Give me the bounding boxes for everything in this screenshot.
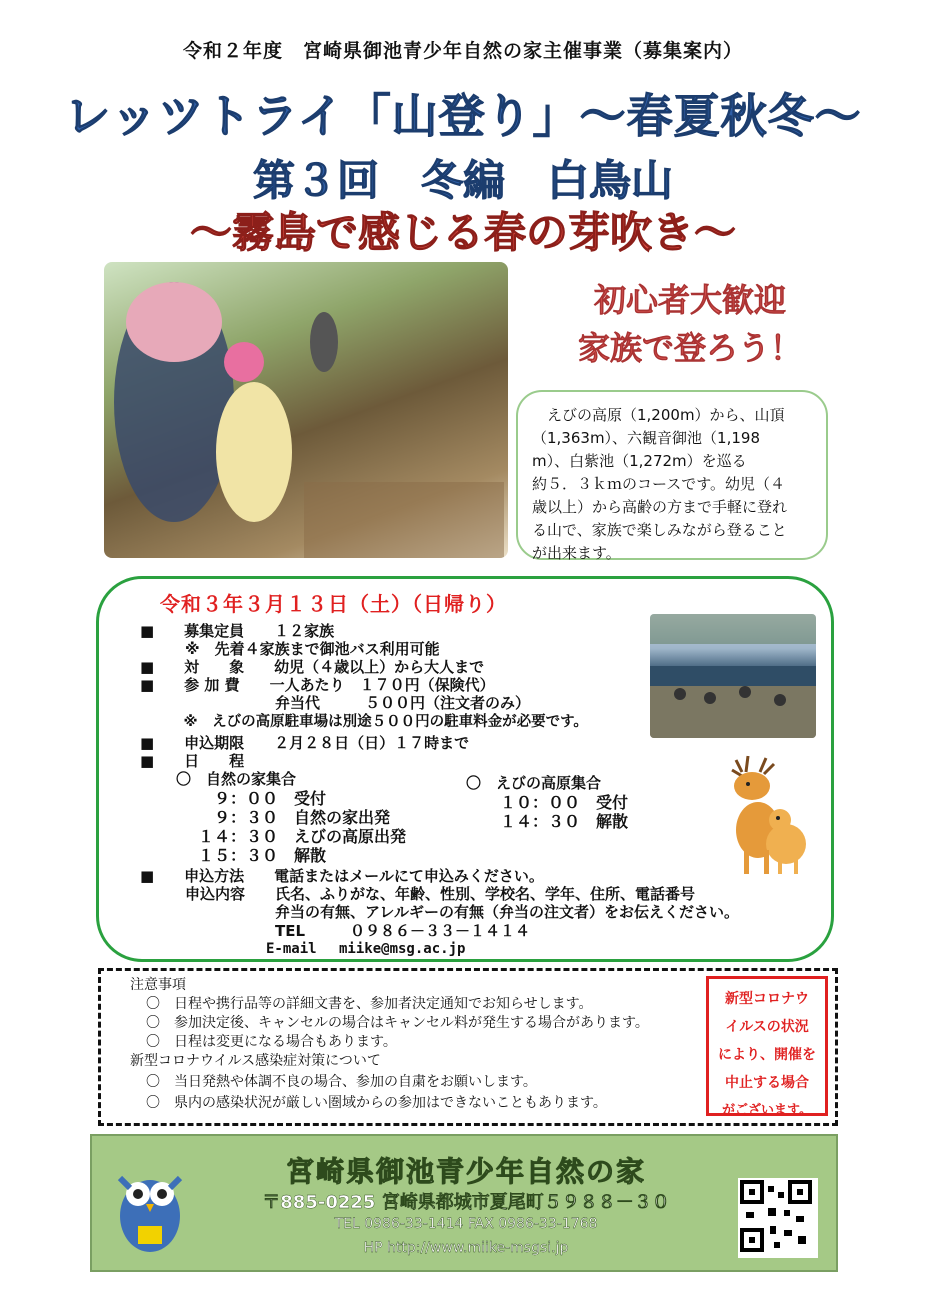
- schedule-item: ９：００ 受付: [198, 789, 327, 808]
- facility-contact: TEL 0986-33-1414 FAX 0986-33-1768: [334, 1216, 598, 1232]
- note-item: 〇 参加決定後、キャンセルの場合はキャンセル料が発生する場合があります。: [146, 1015, 649, 1031]
- covid-heading: 新型コロナウイルス感染症対策について: [130, 1053, 381, 1069]
- welcome-line-1: 初心者大歓迎: [593, 281, 786, 319]
- course-description: [516, 390, 828, 560]
- desc-line: 約５．３ｋｍのコースです。幼児（４: [532, 475, 786, 493]
- apply-row: ■ 申込方法 電話またはメールにて申込みください。: [140, 867, 544, 885]
- info-row: ■ 参 加 費 一人あたり １７０円（保険代）: [140, 676, 495, 694]
- info-row: ■ 日 程: [140, 752, 245, 770]
- corona-line: 中止する場合: [725, 1075, 809, 1091]
- schedule-item: １０：００ 受付: [500, 793, 629, 812]
- hiking-photo: [104, 262, 508, 558]
- apply-row: E-mail miike@msg.ac.jp: [140, 941, 466, 957]
- qr-code[interactable]: [738, 1178, 818, 1258]
- deer-illustration: [718, 750, 814, 878]
- facility-address: 〒885-0225 宮崎県都城市夏尾町５９８８－３０: [262, 1192, 670, 1213]
- welcome-line-2: 家族で登ろう！: [577, 329, 802, 367]
- corona-line: 新型コロナウ: [725, 991, 809, 1007]
- apply-row: 申込内容 氏名、ふりがな、年齢、性別、学校名、学年、住所、電話番号: [140, 885, 696, 903]
- info-row: 弁当代 ５００円（注文者のみ）: [140, 694, 531, 712]
- header-subtitle: 令和２年度 宮崎県御池青少年自然の家主催事業（募集案内）: [182, 40, 743, 62]
- schedule-item: １５：３０ 解散: [198, 846, 327, 865]
- info-row: ※ えびの高原駐車場は別途５００円の駐車料金が必要です。: [140, 714, 588, 730]
- apply-row: TEL ０９８６－３３－１４１４: [140, 922, 531, 940]
- info-row: ※ 先着４家族まで御池バス利用可能: [140, 640, 440, 658]
- corona-line: により、開催を: [718, 1047, 816, 1063]
- notes-heading: 注意事項: [130, 977, 186, 993]
- covid-cancellation-notice: [706, 976, 828, 1116]
- facility-homepage: HP http://www.miike-msgsi.jp: [363, 1240, 569, 1256]
- schedule-item: ９：３０ 自然の家出発: [198, 808, 391, 827]
- schedule-right-title: 〇 えびの高原集合: [466, 774, 602, 792]
- main-title: レッツトライ「山登り」～春夏秋冬～: [64, 89, 862, 143]
- schedule-item: １４：３０ 解散: [500, 812, 629, 831]
- event-date: 令和３年３月１３日（土）（日帰り）: [160, 592, 507, 616]
- lake-group-photo: [650, 614, 816, 738]
- welcome-message: [520, 276, 860, 372]
- corona-line: がございます。: [722, 1103, 812, 1118]
- desc-line: が出来ます。: [532, 544, 621, 562]
- theme-title: ～霧島で感じる春の芽吹き～: [190, 208, 737, 257]
- corona-line: イルスの状況: [725, 1019, 809, 1035]
- note-item: 〇 日程は変更になる場合もあります。: [146, 1034, 397, 1050]
- desc-line: （1,363m）、六観音御池（1,198: [532, 429, 760, 447]
- owl-mascot-logo: [108, 1154, 192, 1258]
- episode-title: 第３回 冬編 白鳥山: [252, 156, 673, 205]
- note-item: 〇 日程や携行品等の詳細文書を、参加者決定通知でお知らせします。: [146, 996, 593, 1012]
- schedule-left-title: 〇 自然の家集合: [176, 770, 297, 788]
- note-item: 〇 当日発熱や体調不良の場合、参加の自粛をお願いします。: [146, 1074, 537, 1090]
- schedule-item: １４：３０ えびの高原出発: [198, 827, 407, 846]
- desc-line: m）、白紫池（1,272m）を巡る: [532, 452, 747, 470]
- desc-line: る山で、家族で楽しみながら登ること: [532, 521, 787, 539]
- desc-line: えびの高原（1,200m）から、山頂: [547, 406, 785, 424]
- info-row: ■ 対 象 幼児（４歳以上）から大人まで: [140, 658, 485, 676]
- facility-name: 宮崎県御池青少年自然の家: [285, 1155, 646, 1188]
- note-item: 〇 県内の感染状況が厳しい圏域からの参加はできないこともあります。: [146, 1095, 607, 1111]
- desc-line: 歳以上）から高齢の方まで手軽に登れ: [532, 498, 788, 516]
- info-row: ■ 申込期限 ２月２８日（日）１７時まで: [140, 734, 470, 752]
- info-row: ■ 募集定員 １２家族: [140, 622, 335, 640]
- apply-row: 弁当の有無、アレルギーの有無（弁当の注文者）をお伝えください。: [140, 903, 740, 921]
- footer: [90, 1134, 838, 1272]
